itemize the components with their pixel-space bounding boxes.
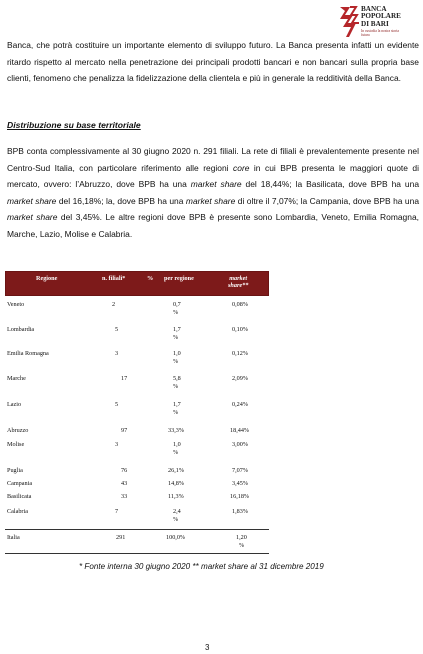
row-region: Lazio [7,401,22,408]
row-market-share: 18,44% [230,427,250,434]
intro-paragraph: Banca, che potrà costituire un importante elemento di sviluppo futuro. La Banca presenta infatti un evidente ritardo rispetto al mercato nella penetrazione dei principali prodotti bancari e non bancari sulla propria base clienti, fenomeno che penalizza la fidelizzazione della clientela e più in generale la redditività della Banca. [7,40,419,84]
bank-logo-icon [337,5,361,39]
row-percent-sign: % [173,309,179,316]
para2-text-5: di oltre il 7,07%; la Campania, dove BPB ha una [235,195,420,206]
table-row [5,346,269,371]
table-row [5,396,269,422]
row-branches: 17 [121,375,128,382]
row-percent-value: 1,7 [173,401,181,408]
row-percent-value: 5,8 [173,375,181,382]
table-row [5,505,269,529]
row-percent: 33,3% [168,427,184,434]
para2-market-share-4: market share [7,212,58,223]
row-region: Emilia Romagna [7,350,49,357]
para2-market-share-1: market share [190,179,242,190]
row-region: Abruzzo [7,427,29,434]
row-market-share: 1,83% [232,508,248,515]
row-region: Puglia [7,467,23,474]
row-percent [173,326,181,342]
row-market-share: 3,45% [232,480,248,487]
para2-text-6: del 3,45%. Le altre regioni dove BPB è presente sono Lombardia, Veneto, Emilia Romagna, Marche, Lazio, Molise e Calabria. [7,212,419,239]
row-percent: 14,8% [168,480,184,487]
row-market-share: 3,00% [232,441,248,448]
row-market-share: 0,24% [232,401,248,408]
row-branches: 5 [115,401,119,408]
para2-core-term: core [233,162,250,173]
row-market-share: 0,12% [232,350,248,357]
row-percent [173,401,181,417]
row-percent-sign: % [173,409,179,416]
total-market-share-value: 1,20 [236,534,247,541]
table-row [5,422,269,437]
row-percent-value: 0,7 [173,301,181,308]
row-percent-sign: % [173,449,179,456]
row-branches: 3 [115,350,119,357]
row-percent-value: 1,0 [173,350,181,357]
row-region: Molise [7,441,25,448]
table-row [5,371,269,396]
row-market-share: 7,07% [232,467,248,474]
header-region: Regione [36,275,58,282]
section-title: Distribuzione su base territoriale [7,120,141,130]
row-region: Veneto [7,301,25,308]
row-branches: 97 [121,427,128,434]
header-branches: n. filiali* [102,275,126,282]
branches-table [5,271,269,554]
logo-line-1: BANCA [361,5,387,13]
total-percent: 100,0% [166,534,186,541]
row-branches: 3 [115,441,119,448]
total-market-share [236,534,247,550]
table-header [5,271,269,296]
total-branches: 291 [116,534,126,541]
table-row [5,477,269,491]
row-branches: 33 [121,493,128,500]
row-market-share: 0,08% [232,301,248,308]
row-branches: 7 [115,508,119,515]
para2-text-2: in cui BPB presenta le maggiori quote di mercato, ovvero: l’Abruzzo, dove BPB ha una [7,162,420,190]
row-percent: 26,1% [168,467,184,474]
row-percent-sign: % [173,334,179,341]
para2-text-1: BPB conta complessivamente al 30 giugno 2020 n. 291 filiali. La rete di filiali è prevalentemente presente nel Centro-Sud Italia, con particolare riferimento alle regioni [7,146,419,173]
row-region: Lombardia [7,326,35,333]
row-percent-sign: % [173,516,179,523]
page-number: 3 [205,643,210,652]
para2-text-3: del 18,44%; la Basilicata, dove BPB ha una [241,179,420,190]
row-branches: 5 [115,326,119,333]
distribution-paragraph [7,143,419,243]
row-percent [173,375,181,391]
table-row [5,463,269,477]
row-region: Calabria [7,508,28,515]
row-percent [173,301,181,317]
row-branches: 43 [121,480,128,487]
row-market-share: 16,18% [230,493,250,500]
row-percent-value: 1,0 [173,441,181,448]
row-percent-value: 1,7 [173,326,181,333]
row-percent-value: 2,4 [173,508,181,515]
row-branches: 76 [121,467,128,474]
header-market-share-line-1: market [229,275,248,282]
table-footnote: * Fonte interna 30 giugno 2020 ** market share al 31 dicembre 2019 [79,562,324,571]
para2-market-share-3: market share [185,195,236,206]
row-percent [173,441,181,457]
bank-logo-name [361,6,401,28]
logo-line-3: DI BARI [361,19,389,28]
row-region: Marche [7,375,26,382]
para2-text-4: del 16,18%; la, dove BPB ha una [56,195,186,206]
row-percent [173,350,181,366]
table-row [5,491,269,505]
row-percent [173,508,181,524]
total-region: Italia [7,534,20,541]
row-region: Basilicata [7,493,32,500]
table-total-row [5,529,269,554]
bank-logo [337,5,409,41]
row-percent: 11,3% [168,493,184,500]
table-row [5,321,269,346]
logo-line-2: POPOLARE [361,12,401,21]
header-per-region: per regione [164,275,194,282]
total-market-share-sign: % [239,542,245,549]
table-row [5,296,269,321]
table-row [5,437,269,463]
para2-market-share-2: market share [7,195,57,206]
row-branches: 2 [112,301,116,308]
row-market-share: 0,10% [232,326,248,333]
header-market-share-line-2: share** [228,282,249,289]
logo-tagline: In custodia la nostra storia futura [361,29,399,37]
row-percent-sign: % [173,383,179,390]
row-percent-sign: % [173,358,179,365]
header-market-share [228,275,248,289]
row-region: Campania [7,480,33,487]
row-market-share: 2,09% [232,375,248,382]
header-percent: % [147,275,154,282]
